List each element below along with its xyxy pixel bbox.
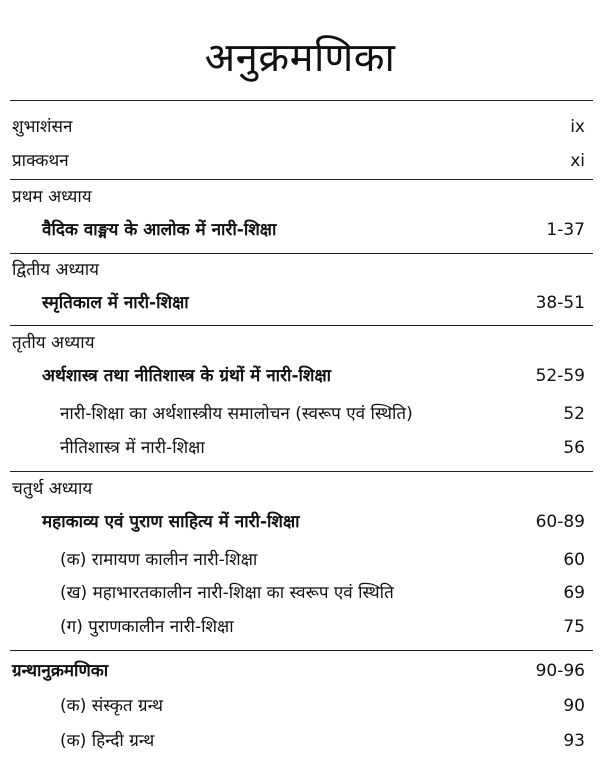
chapter-title	[0, 655, 600, 687]
chapter-title	[0, 360, 600, 392]
chapter-title	[0, 214, 600, 246]
section-entry-page: 75	[563, 617, 585, 637]
section-entry	[0, 690, 600, 722]
section-entry	[0, 611, 600, 643]
section-entry-page: 90	[563, 696, 585, 716]
divider	[10, 471, 593, 472]
chapter-title-label: महाकाव्य एवं पुराण साहित्य में नारी-शिक्षा	[42, 512, 300, 532]
chapter-title-label: वैदिक वाङ्मय के आलोक में नारी-शिक्षा	[42, 220, 277, 240]
chapter-title	[0, 506, 600, 538]
section-entry-page: 60	[563, 550, 585, 570]
page-title: अनुक्रमणिका	[204, 35, 396, 81]
divider	[10, 650, 593, 651]
chapter-heading	[0, 181, 600, 213]
divider	[10, 179, 593, 180]
section-entry	[0, 432, 600, 464]
toc-entry-label: शुभाशंसन	[12, 117, 73, 137]
divider	[10, 325, 593, 326]
toc-entry-page: ix	[570, 117, 585, 137]
chapter-heading	[0, 254, 600, 286]
chapter-title-page: 60-89	[535, 512, 585, 532]
section-entry-label: नारी-शिक्षा का अर्थशास्त्रीय समालोचन (स्वरूप एवं स्थिति)	[60, 404, 413, 424]
section-entry-page: 93	[563, 731, 585, 751]
section-entry-label: (ग) पुराणकालीन नारी-शिक्षा	[60, 617, 234, 637]
chapter-heading-label: प्रथम अध्याय	[12, 187, 92, 207]
chapter-title-page: 52-59	[535, 366, 585, 386]
divider	[10, 100, 593, 101]
section-entry-label: (क) संस्कृत ग्रन्थ	[60, 696, 163, 716]
chapter-title-page: 38-51	[535, 293, 585, 313]
chapter-title-label: ग्रन्थानुक्रमणिका	[12, 661, 109, 681]
toc-entry	[0, 145, 600, 177]
section-entry	[0, 544, 600, 576]
section-entry-label: (क) रामायण कालीन नारी-शिक्षा	[60, 550, 258, 570]
chapter-title-page: 1-37	[546, 220, 585, 240]
section-entry-page: 56	[563, 438, 585, 458]
section-entry	[0, 398, 600, 430]
chapter-title	[0, 287, 600, 319]
section-entry	[0, 577, 600, 609]
toc-entry-page: xi	[570, 151, 585, 171]
section-entry	[0, 725, 600, 757]
toc-entry	[0, 111, 600, 143]
chapter-title-label: अर्थशास्त्र तथा नीतिशास्त्र के ग्रंथों में नारी-शिक्षा	[42, 366, 332, 386]
section-entry-page: 52	[563, 404, 585, 424]
chapter-heading-label: चतुर्थ अध्याय	[12, 479, 93, 499]
section-entry-label: नीतिशास्त्र में नारी-शिक्षा	[60, 438, 205, 458]
section-entry-label: (ख) महाभारतकालीन नारी-शिक्षा का स्वरूप एवं स्थिति	[60, 583, 394, 603]
chapter-heading-label: द्वितीय अध्याय	[12, 260, 100, 280]
section-entry-page: 69	[563, 583, 585, 603]
toc-entry-label: प्राक्कथन	[12, 151, 69, 171]
chapter-title-page: 90-96	[535, 661, 585, 681]
chapter-heading	[0, 473, 600, 505]
chapter-heading-label: तृतीय अध्याय	[12, 333, 95, 353]
chapter-title-label: स्मृतिकाल में नारी-शिक्षा	[42, 293, 189, 313]
chapter-heading	[0, 327, 600, 359]
section-entry-label: (क) हिन्दी ग्रन्थ	[60, 731, 155, 751]
